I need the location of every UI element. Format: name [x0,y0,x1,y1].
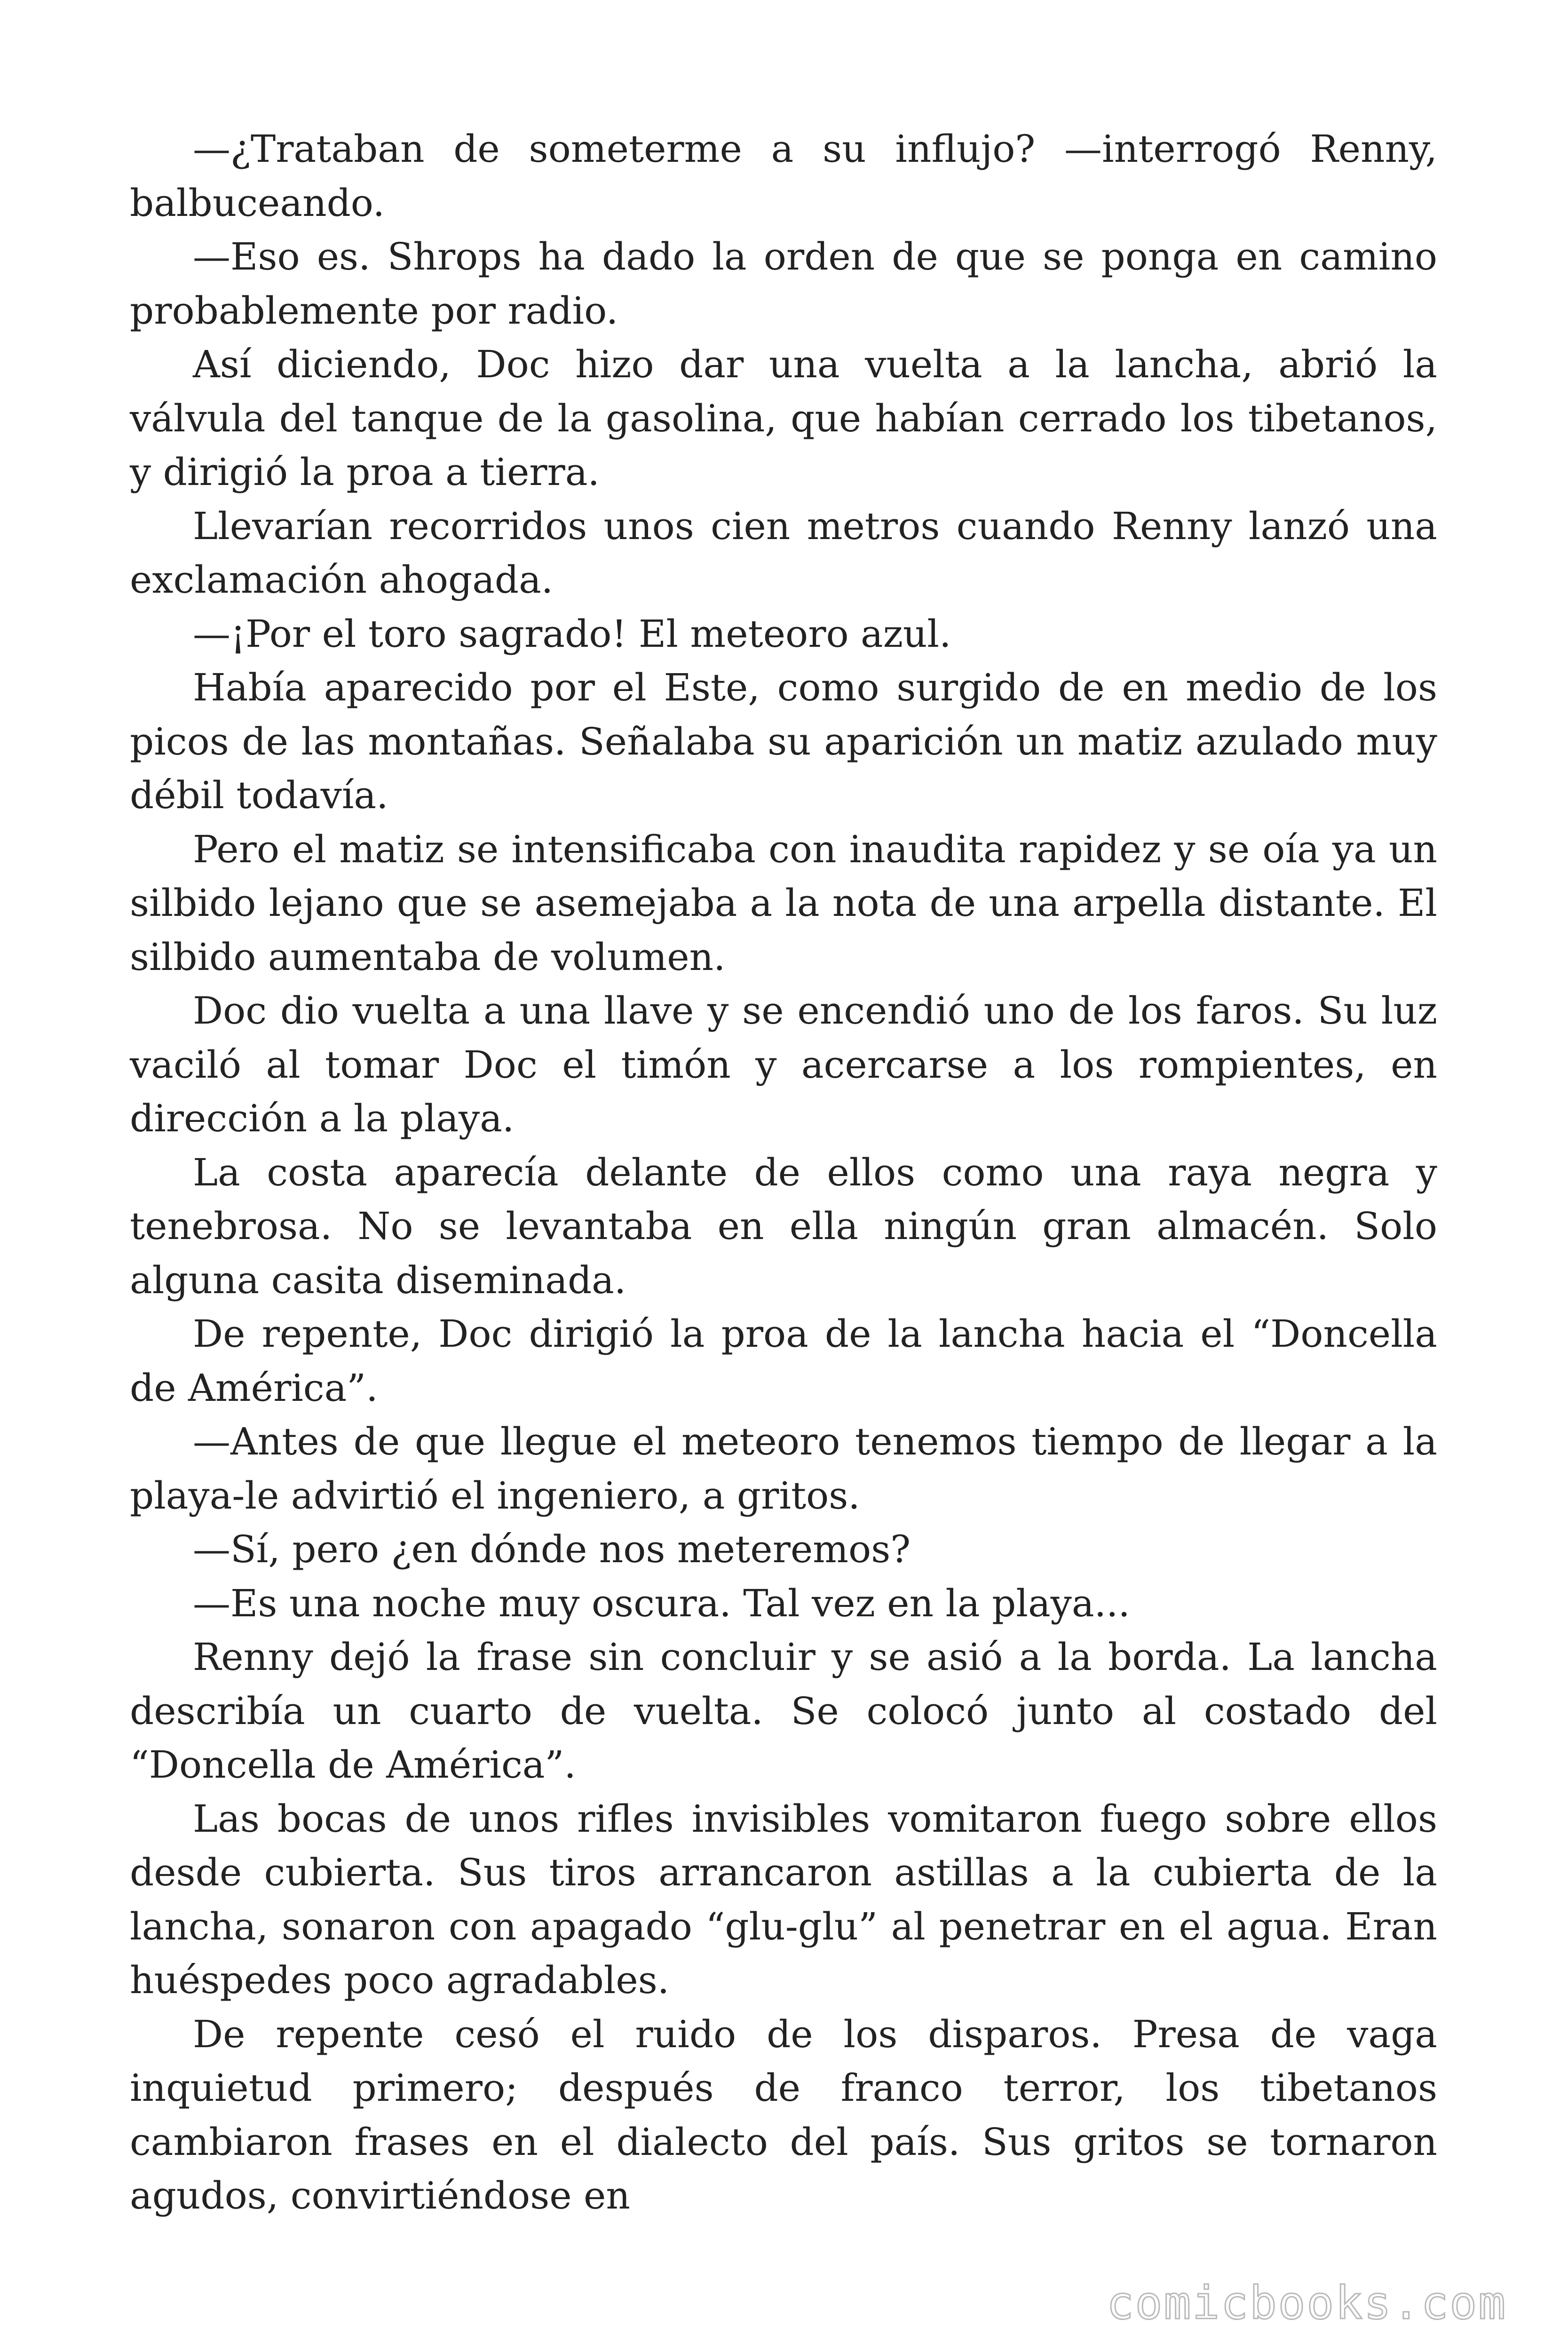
paragraph: Llevarían recorridos unos cien metros cuando Renny lanzó una exclamación ahogada. [130,504,1437,602]
paragraph: —¿Trataban de someterme a su influjo? —interrogó Renny, balbuceando. [130,127,1437,225]
paragraph: La costa aparecía delante de ellos como una raya negra y tenebrosa. No se levantaba en ella ningún gran almacén. Solo alguna casita diseminada. [130,1150,1437,1302]
paragraph: Doc dio vuelta a una llave y se encendió uno de los faros. Su luz vaciló al tomar Doc el timón y acercarse a los rompientes, en dirección a la playa. [130,989,1437,1140]
page-body [130,122,1437,2223]
paragraph: Pero el matiz se intensificaba con inaudita rapidez y se oía ya un silbido lejano que se asemejaba a la nota de una arpella distante. El silbido aumentaba de volumen. [130,827,1437,979]
paragraph: —¡Por el toro sagrado! El meteoro azul. [193,612,951,656]
paragraph: —Es una noche muy oscura. Tal vez en la playa... [193,1581,1130,1625]
paragraph: Renny dejó la frase sin concluir y se asió a la borda. La lancha describía un cuarto de vuelta. Se colocó junto al costado del “Doncella de América”. [130,1635,1437,1787]
paragraph: Así diciendo, Doc hizo dar una vuelta a la lancha, abrió la válvula del tanque de la gasolina, que habían cerrado los tibetanos, y dirigió la proa a tierra. [130,342,1437,494]
paragraph: De repente cesó el ruido de los disparos. Presa de vaga inquietud primero; después de franco terror, los tibetanos cambiaron frases en el dialecto del país. Sus gritos se tornaron agudos, convirtiéndose en [130,2012,1437,2217]
paragraph: —Eso es. Shrops ha dado la orden de que se ponga en camino probablemente por radio. [130,235,1437,333]
watermark-logo: comicbooks.com [1106,2277,1507,2329]
paragraph: —Antes de que llegue el meteoro tenemos tiempo de llegar a la playa-le advirtió el ingeniero, a gritos. [130,1420,1437,1518]
paragraph: —Sí, pero ¿en dónde nos meteremos? [193,1527,911,1571]
paragraph: De repente, Doc dirigió la proa de la lancha hacia el “Doncella de América”. [130,1312,1437,1410]
paragraph: Las bocas de unos rifles invisibles vomitaron fuego sobre ellos desde cubierta. Sus tiros arrancaron astillas a la cubierta de la lancha, sonaron con apagado “glu-glu” al penetrar en el agua. Eran huéspedes poco agradables. [130,1796,1437,2002]
paragraph: Había aparecido por el Este, como surgido de en medio de los picos de las montañas. Señalaba su aparición un matiz azulado muy débil todavía. [130,666,1437,817]
